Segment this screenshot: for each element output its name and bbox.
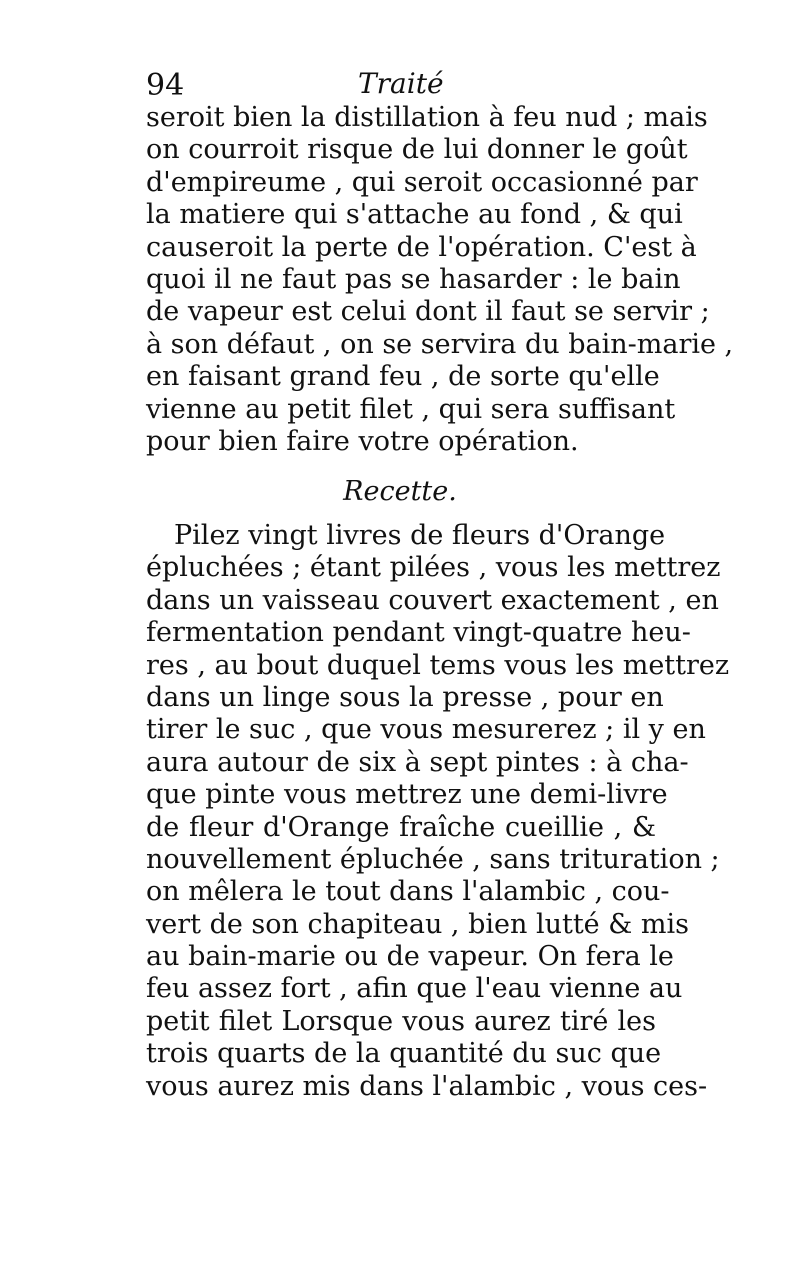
- running-title: Traité: [358, 67, 444, 100]
- section-heading: Recette.: [343, 476, 457, 507]
- text-line: dans un linge sous la presse , pour en: [146, 681, 664, 713]
- text-line: dans un vaisseau couvert exactement , en: [146, 584, 719, 616]
- text-line: pour bien faire votre opération.: [146, 425, 579, 457]
- text-line: Pilez vingt livres de fleurs d'Orange: [174, 520, 666, 551]
- text-line: on mêlera le tout dans l'alambic , cou-: [146, 876, 670, 908]
- text-line: causeroit la perte de l'opération. C'est à: [146, 231, 697, 263]
- text-line: vous aurez mis dans l'alambic , vous ces-: [146, 1070, 708, 1102]
- text-line: quoi il ne faut pas se hasarder : le bain: [146, 263, 681, 295]
- text-line: de vapeur est celui dont il faut se servir ;: [146, 296, 710, 328]
- text-line: à son défaut , on se servira du bain-marie ,: [146, 328, 734, 360]
- paragraph-1: [146, 102, 734, 458]
- text-line: res , au bout duquel tems vous les mettrez: [146, 649, 730, 681]
- text-line: feu assez fort , afin que l'eau vienne au: [146, 973, 683, 1005]
- text-line: vienne au petit filet , qui sera suffisant: [146, 393, 676, 425]
- text-line: que pinte vous mettrez une demi-livre: [146, 779, 668, 811]
- text-line: on courroit risque de lui donner le goût: [146, 134, 688, 166]
- text-line: aura autour de six à sept pintes : à cha-: [146, 746, 689, 778]
- text-line: nouvellement épluchée , sans trituration ;: [146, 843, 720, 875]
- text-line: vert de son chapiteau , bien lutté & mis: [146, 908, 689, 940]
- text-line: tirer le suc , que vous mesurerez ; il y en: [146, 714, 706, 746]
- text-line: au bain-marie ou de vapeur. On fera le: [146, 941, 674, 973]
- text-line: fermentation pendant vingt-quatre heu-: [146, 617, 691, 649]
- text-line: en faisant grand feu , de sorte qu'elle: [146, 361, 660, 393]
- text-line: seroit bien la distillation à feu nud ; mais: [146, 102, 708, 133]
- text-line: de fleur d'Orange fraîche cueillie , &: [146, 811, 656, 843]
- text-line: épluchées ; étant pilées , vous les mettrez: [146, 552, 721, 584]
- page-number: 94: [146, 68, 185, 103]
- text-line: petit filet Lorsque vous aurez tiré les: [146, 1005, 656, 1037]
- text-line: la matiere qui s'attache au fond , & qui: [146, 199, 683, 231]
- text-line: d'empireume , qui seroit occasionné par: [146, 166, 698, 198]
- text-line: trois quarts de la quantité du suc que: [146, 1038, 662, 1070]
- paragraph-2: [146, 520, 730, 1103]
